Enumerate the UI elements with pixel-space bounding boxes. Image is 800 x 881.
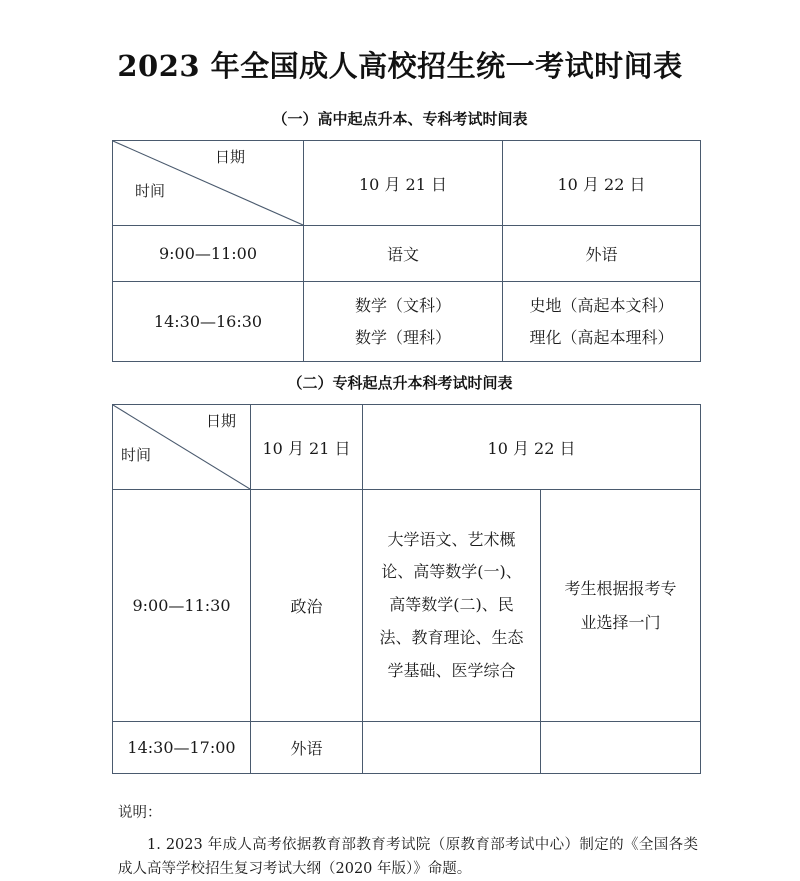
note-item: 1. 2023 年成人高考依据教育部教育考试院（原教育部考试中心）制定的《全国各类成人高等学校招生复习考试大纲（2020 年版）》命题。 (118, 837, 698, 877)
subject-cell-day22: 外语 (503, 226, 701, 282)
subject-line: 数学（理科） (354, 327, 451, 347)
section-two-subtitle: （二）专科起点升本科考试时间表 (287, 374, 513, 392)
subject-line: 大学语文、艺术概 (387, 529, 516, 549)
subject-line: 数学（文科） (354, 295, 451, 315)
column-header-day21: 10 月 21 日 (304, 141, 503, 226)
section-one-subtitle: （一）高中起点升本、专科考试时间表 (272, 110, 528, 128)
corner-time-label: 时间 (121, 445, 152, 464)
time-slot-cell: 9:00—11:00 (113, 226, 304, 282)
page-title: 2023 年全国成人高校招生统一考试时间表 (117, 49, 683, 83)
selection-note-cell (541, 490, 701, 722)
corner-header-cell (113, 405, 251, 490)
selection-note-line: 考生根据报考专 (564, 578, 677, 598)
subject-cell-day21: 政治 (251, 490, 363, 722)
subject-line: 学基础、医学综合 (387, 660, 516, 680)
selection-note-cell (541, 722, 701, 774)
subject-line: 史地（高起本文科） (529, 295, 674, 315)
subject-cell-day21: 外语 (251, 722, 363, 774)
subject-line: 论、高等数学(一)、 (381, 562, 522, 582)
column-header-day22: 10 月 22 日 (503, 141, 701, 226)
subject-line: 法、教育理论、生态 (379, 627, 524, 647)
subject-list-cell-day22 (363, 490, 541, 722)
exam-schedule-table-zhuanshengben (112, 404, 701, 774)
table-row (113, 282, 701, 362)
time-slot-cell: 9:00—11:30 (113, 490, 251, 722)
corner-header-cell (113, 141, 304, 226)
table-header-row (113, 141, 701, 226)
subject-cell-day22 (503, 282, 701, 362)
exam-schedule-table-gaoqi (112, 140, 701, 362)
corner-date-label: 日期 (205, 412, 236, 430)
time-slot-cell: 14:30—16:30 (113, 282, 304, 362)
table-row (113, 226, 701, 282)
subject-cell-day21: 语文 (304, 226, 503, 282)
table-row (113, 722, 701, 774)
notes-section (118, 802, 698, 881)
table-row (113, 490, 701, 722)
corner-time-label: 时间 (135, 181, 166, 200)
selection-note-line: 业选择一门 (580, 612, 661, 632)
subject-line: 高等数学(二)、民 (389, 595, 514, 615)
subject-list-cell-day22 (363, 722, 541, 774)
corner-date-label: 日期 (214, 148, 245, 166)
notes-label: 说明： (118, 805, 162, 821)
column-header-day21: 10 月 21 日 (251, 405, 363, 490)
column-header-day22: 10 月 22 日 (363, 405, 701, 490)
subject-line: 理化（高起本理科） (529, 327, 674, 347)
table-header-row (113, 405, 701, 490)
subject-cell-day21 (304, 282, 503, 362)
time-slot-cell: 14:30—17:00 (113, 722, 251, 774)
